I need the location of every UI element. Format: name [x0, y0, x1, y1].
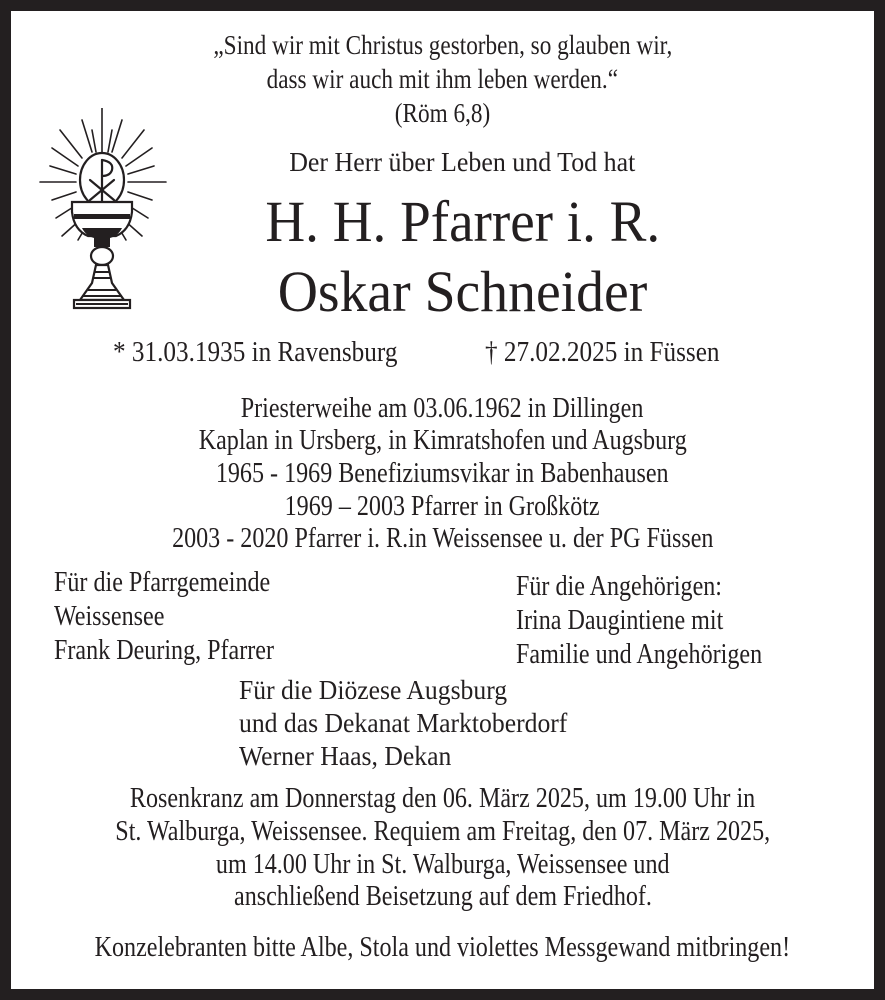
quote-line-1: „Sind wir mit Christus gestorben, so glauben wir,	[213, 30, 672, 60]
signatory-family: Für die Angehörigen: Irina Daugintiene mit Familie und Angehörigen	[516, 571, 763, 670]
quote-line-2: dass wir auch mit ihm leben werden.“	[266, 64, 619, 94]
career-line: 2003 - 2020 Pfarrer i. R.in Weissensee u. der PG Füssen	[171, 523, 714, 554]
service-info-line: Rosenkranz am Donnerstag den 06. März 2025, um 19.00 Uhr in	[129, 783, 756, 814]
deceased-title: H. H. Pfarrer i. R.	[265, 189, 660, 254]
signatory-parish: Für die Pfarrgemeinde Weissensee Frank Deuring, Pfarrer	[54, 567, 274, 666]
service-info-line: anschließend Beisetzung auf dem Friedhof.	[233, 881, 652, 912]
signatory-diocese: Für die Diözese Augsburg und das Dekanat Marktoberdorf Werner Haas, Dekan	[239, 675, 568, 771]
service-info-line: St. Walburga, Weissensee. Requiem am Freitag, den 07. März 2025,	[115, 816, 770, 847]
quote-reference: (Röm 6,8)	[394, 98, 491, 128]
vestment-note: Konzelebranten bitte Albe, Stola und violettes Messgewand mitbringen!	[94, 932, 791, 963]
career-line: Priesterweihe am 03.06.1962 in Dillingen	[241, 393, 644, 424]
career-line: Kaplan in Ursberg, in Kimratshofen und Augsburg	[198, 425, 687, 456]
intro-text: Der Herr über Leben und Tod hat	[289, 147, 636, 177]
deceased-name: Oskar Schneider	[277, 259, 648, 324]
career-line: 1969 – 2003 Pfarrer in Großkötz	[284, 491, 600, 522]
career-line: 1965 - 1969 Benefiziumsvikar in Babenhausen	[216, 458, 669, 489]
birth-date: * 31.03.1935 in Ravensburg	[113, 337, 398, 368]
death-date: † 27.02.2025 in Füssen	[485, 337, 720, 368]
service-info-line: um 14.00 Uhr in St. Walburga, Weissensee und	[215, 849, 670, 880]
